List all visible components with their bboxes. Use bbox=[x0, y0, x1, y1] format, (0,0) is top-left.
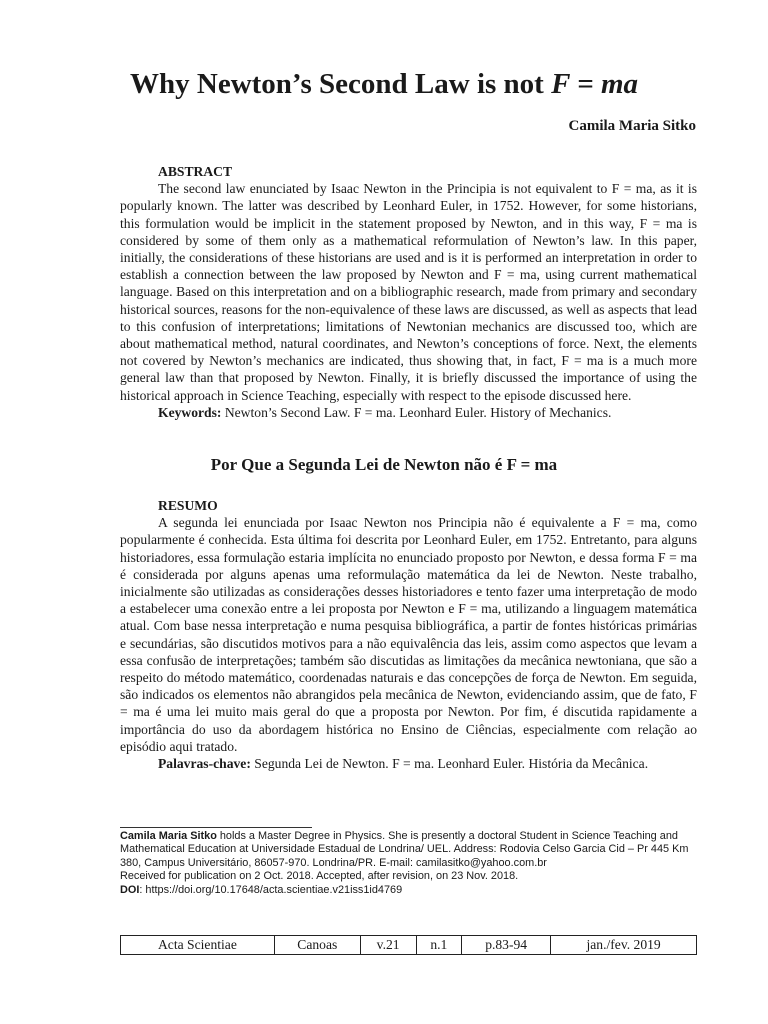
abstract-heading: ABSTRACT bbox=[158, 164, 233, 179]
keywords-text: Newton’s Second Law. F = ma. Leonhard Euler. History of Mechanics. bbox=[221, 404, 612, 420]
title-prefix: Why Newton’s Second Law is not bbox=[130, 68, 552, 100]
palavras-chave-label: Palavras-chave: bbox=[158, 756, 251, 772]
footnote-bio bbox=[120, 830, 705, 870]
paper-title bbox=[0, 66, 768, 102]
journal-imprint-table bbox=[120, 935, 697, 955]
imprint-number: n.1 bbox=[416, 936, 462, 955]
title-formula: F = ma bbox=[551, 68, 638, 100]
imprint-city: Canoas bbox=[274, 936, 360, 955]
abstract-body: The second law enunciated by Isaac Newton in the Principia is not equivalent to F = ma, as it is popularly known. The latter was described by Leonhard Euler, in 1752. However, for some historians, this formulation would be implicit in the statement proposed by Newton, and in this way, F = ma is considered by some of them only as a mathematical reformulation of Newton’s law. In this paper, initially, the considerations of these historians are used and is it is performed an interpretation in order to establish a connection between the law proposed by Newton and F = ma, using current mathematical language. Based on this interpretation and on a bibliographic research, made from primary and secondary historical sources, reasons for the non-equivalence of these laws are discussed, as well as aspects that lead to this confusion of interpretations; limitations of Newtonian mechanics are discussed too, which are about mathematical method, natural coordinates, and Newton’s conceptions of force. Next, the elements not covered by Newton’s mechanics are indicated, thus showing that, in fact, F = ma is a much more general law than that proposed by Newton. Finally, it is briefly discussed the importance of using the historical approach in Science Teaching, especially with respect to the episode discussed here. bbox=[120, 181, 697, 403]
imprint-volume: v.21 bbox=[360, 936, 416, 955]
doi-label: DOI bbox=[120, 883, 140, 896]
imprint-row bbox=[121, 936, 697, 955]
footnote-bio-text: holds a Master Degree in Physics. She is presently a doctoral Student in Science Teaching and Mathematical Education at Universidade Estadual de Londrina/ UEL. Address: Rodovia Celso Garcia Cid – Pr 445 Km 380, Campus Universitário, 86057-970. Londrina/PR. E-mail: camilasitko@yahoo.com.br bbox=[120, 830, 689, 869]
resumo-section bbox=[120, 497, 697, 772]
resumo-body: A segunda lei enunciada por Isaac Newton nos Principia não é equivalente a F = ma, como popularmente é conhecida. Esta última foi descrita por Leonhard Euler, em 1752. Entretanto, para alguns historiadores, essa formulação estaria implícita no enunciado proposto por Newton, e dessa forma F = ma é considerada por alguns apenas uma reformulação matemática da lei de Newton. Neste trabalho, inicialmente são utilizadas as considerações desses historiadores e tento fazer uma interpretação de modo a estabelecer uma conexão entre a lei proposta por Newton e F = ma, utilizando a linguagem matemática atual. Com base nessa interpretação e numa pesquisa bibliográfica, a partir de fontes históricas primárias e secundárias, são discutidos motivos para a não equivalência das leis, assim como aspectos que levam a essa confusão de interpretações; também são discutidas as limitações da mecânica newtoniana, que são a respeito do método matemático, coordenadas naturais e das concepções de força de Newton. Em seguida, são indicados os elementos não abrangidos pela mecânica de Newton, evidenciando assim, que de fato, F = ma é uma lei muito mais geral do que a proposta por Newton. Por fim, é discutida rapidamente a importância do uso da abordagem histórica no Ensino de Ciências, especialmente com relação ao episódio aqui tratado. bbox=[120, 515, 697, 754]
footnote bbox=[120, 830, 705, 897]
abstract-keywords bbox=[120, 404, 697, 421]
footnote-divider bbox=[120, 827, 312, 828]
imprint-date: jan./fev. 2019 bbox=[551, 936, 697, 955]
author-name: Camila Maria Sitko bbox=[568, 118, 696, 134]
resumo-keywords bbox=[120, 755, 697, 772]
footnote-doi bbox=[120, 884, 705, 897]
imprint-pages: p.83-94 bbox=[462, 936, 551, 955]
imprint-journal: Acta Scientiae bbox=[121, 936, 275, 955]
abstract-section bbox=[120, 163, 697, 421]
portuguese-title: Por Que a Segunda Lei de Newton não é F = ma bbox=[210, 455, 558, 474]
doi-link[interactable]: : https://doi.org/10.17648/acta.scientiae.v21iss1id4769 bbox=[139, 883, 403, 896]
footnote-author: Camila Maria Sitko bbox=[120, 830, 217, 842]
palavras-chave-text: Segunda Lei de Newton. F = ma. Leonhard Euler. História da Mecânica. bbox=[250, 756, 649, 772]
footnote-received: Received for publication on 2 Oct. 2018. Accepted, after revision, on 23 Nov. 2018. bbox=[120, 870, 519, 883]
resumo-heading: RESUMO bbox=[158, 498, 218, 513]
keywords-label: Keywords: bbox=[158, 404, 222, 420]
